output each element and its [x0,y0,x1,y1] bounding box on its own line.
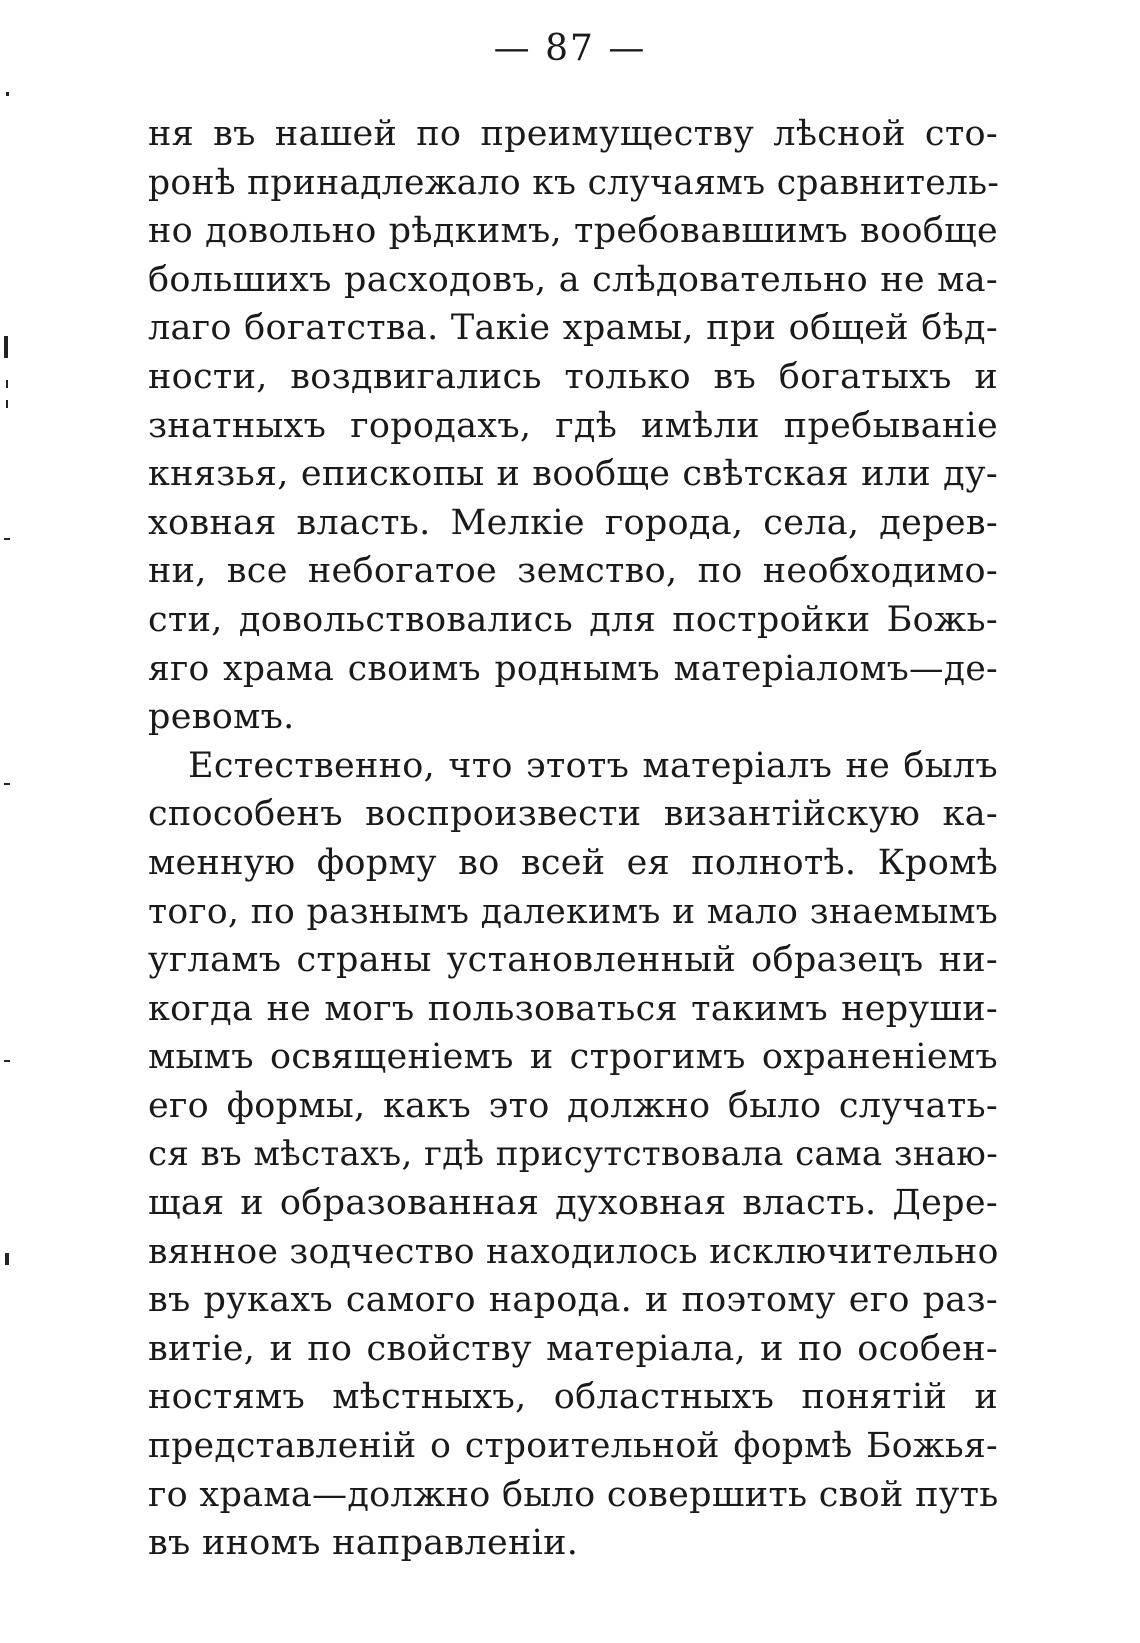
paragraph-1 [148,110,998,742]
text-line: знатныхъ городахъ, гдѣ имѣли пребываніе [148,405,998,446]
text-line: яго храма своимъ роднымъ матеріаломъ—де- [148,648,998,689]
text-line: ховная власть. Мелкіе города, села, дерев- [148,502,998,543]
text-line: менную форму во всей ея полнотѣ. Кромѣ [148,842,998,883]
text-line: его формы, какъ это должно было случать- [148,1085,998,1126]
text-line: сти, довольствовались для постройки Божь- [148,599,998,640]
page-number: — 87 — [493,28,647,69]
text-line: того, по разнымъ далекимъ и мало знаемымъ [148,891,998,932]
text-line: ности, воздвигались только въ богатыхъ и [148,356,998,397]
text-line: ностямъ мѣстныхъ, областныхъ понятій и [148,1377,998,1418]
text-line: представленій о строительной формѣ Божья- [148,1426,998,1467]
text-line: въ рукахъ самого народа. и поэтому его раз- [148,1280,998,1321]
text-line: большихъ расходовъ, а слѣдовательно не ма- [148,259,998,300]
text-line: когда не могъ пользоваться такимъ неруши- [148,988,998,1029]
text-line: ни, все небогатое земство, по необходимо- [148,551,998,592]
text-line: щая и образованная духовная власть. Дере- [148,1183,998,1224]
text-line: князья, епископы и вообще свѣтская или ду- [148,454,998,495]
margin-scan-marks [0,0,20,1643]
text-line: лаго богатства. Такіе храмы, при общей бѣд- [148,308,998,349]
text-line: Естественно, что этотъ матеріалъ не былъ [188,745,998,786]
text-line: способенъ воспроизвести византійскую ка- [148,794,998,835]
text-line: мымъ освященіемъ и строгимъ охраненіемъ [148,1037,998,1078]
text-line: го храма—должно было совершить свой путь [148,1474,999,1515]
text-line: ся въ мѣстахъ, гдѣ присутствовала сама знаю- [148,1134,998,1175]
text-line: ревомъ. [148,697,295,738]
text-line: вянное зодчество находилось исключительно [148,1231,999,1272]
text-line: витіе, и по свойству матеріала, и по особен- [148,1328,998,1369]
body-text [148,110,998,1568]
text-line: но довольно рѣдкимъ, требовавшимъ вообще [148,211,998,252]
text-line: угламъ страны установленный образецъ ни- [148,940,998,981]
paragraph-2 [148,742,998,1568]
text-line: ронѣ принадлежало къ случаямъ сравнитель- [148,162,1000,203]
text-line: ня въ нашей по преимуществу лѣсной сто- [148,114,998,154]
text-line: въ иномъ направленіи. [148,1523,579,1564]
